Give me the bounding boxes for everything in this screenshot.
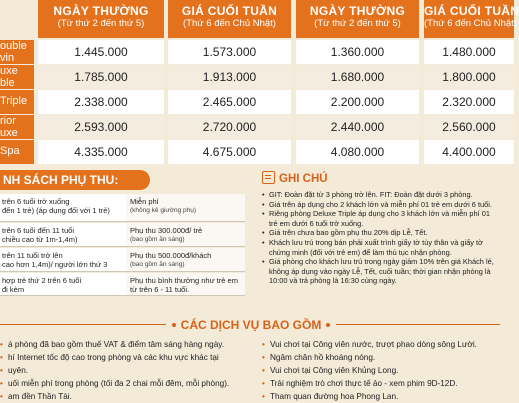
note-item: • Giá trên chưa bao gồm phụ thu 20% dịp Lễ, Tết.	[262, 228, 500, 238]
service-item: • Ngâm chân hồ khoáng nóng.	[262, 351, 500, 364]
price-cell: 2.338.000	[38, 90, 164, 114]
service-item: • Vui chơi tại Công viên nước, trượt phao dòng sông Lười.	[262, 338, 500, 351]
notes-title: GHI CHÚ	[262, 170, 328, 188]
surcharge-condition: trên 11 tuổi trở lên	[2, 251, 63, 260]
price-cell: 4.400.000	[424, 140, 514, 164]
price-cell: 1.913.000	[168, 65, 291, 89]
surcharge-fee: Miễn phí	[130, 197, 159, 206]
room-type-label: ouble vin	[0, 40, 34, 64]
surcharge-row	[0, 273, 245, 296]
note-item: • Khách lưu trú trong bán phải xuất trình giấy tờ tùy thân và giấy tờ chứng minh (đối với trẻ em) để làm thủ tục nhận phòng.	[262, 238, 500, 257]
surcharge-fee-note: (không kê giường phụ)	[130, 207, 197, 214]
price-cell: 2.720.000	[168, 115, 291, 139]
surcharge-row	[0, 223, 245, 247]
service-item: • am đền Thần Tài.	[0, 390, 245, 403]
surcharge-condition: hợp trẻ thứ 2 trên 6 tuổi	[2, 276, 82, 285]
price-table-header	[0, 0, 519, 38]
service-item: • Tham quan đường hoa Phong Lan.	[262, 390, 500, 403]
price-cell: 1.480.000	[424, 40, 514, 64]
surcharge-row	[0, 248, 245, 272]
price-cell: 2.465.000	[168, 90, 291, 114]
price-cell: 1.360.000	[296, 40, 419, 64]
surcharge-fee-note: (bao gồm ăn sáng)	[130, 236, 185, 243]
price-cell: 4.335.000	[38, 140, 164, 164]
price-cell: 1.800.000	[424, 65, 514, 89]
note-item: • Giá phòng cho khách lưu trú trong ngày giảm 10% trên giá Khách lẻ, không áp dụng vào ngày Lễ, Tết, cuối tuần; thời gian nhận phòng là 10:00 và trả phòng là 16:30 cùng ngày.	[262, 257, 500, 286]
column-header-weekday-2: NGÀY THƯỜNG (Từ thứ 2 đến thứ 5)	[296, 0, 419, 38]
price-row	[0, 90, 500, 114]
surcharge-condition-detail: đi kèm	[2, 285, 25, 294]
surcharge-row	[0, 194, 245, 222]
price-cell: 2.560.000	[424, 115, 514, 139]
service-item: • á phòng đã bao gồm thuế VAT & điểm tâm sáng hàng ngày.	[0, 338, 245, 351]
surcharge-fee: Phụ thu 300.000đ/ trẻ	[130, 226, 203, 235]
price-row	[0, 65, 500, 89]
surcharge-table	[0, 194, 245, 296]
price-row	[0, 40, 500, 64]
room-type-label: Spa	[0, 140, 34, 164]
note-icon	[262, 171, 275, 184]
note-item: • GIT: Đoàn đặt từ 3 phòng trở lên. FIT: Đoàn đặt dưới 3 phòng.	[262, 190, 500, 200]
price-cell: 4.675.000	[168, 140, 291, 164]
price-cell: 2.440.000	[296, 115, 419, 139]
price-cell: 1.445.000	[38, 40, 164, 64]
surcharge-fee-note: (bao gồm ăn sáng)	[130, 261, 185, 268]
service-item: • uyên.	[0, 364, 245, 377]
surcharge-fee: Phụ thu 500.000đ/khách	[130, 251, 212, 260]
room-type-label: uxe ble	[0, 65, 34, 89]
column-header-weekend-1: GIÁ CUỐI TUẦN (Thứ 6 đến Chủ Nhật)	[168, 0, 291, 38]
price-row	[0, 115, 500, 139]
column-header-weekend-2: GIÁ CUỐI TUẦN (Thứ 6 đến Chủ Nhật)	[424, 0, 514, 38]
services-list-right	[262, 338, 500, 403]
price-cell: 2.200.000	[296, 90, 419, 114]
surcharge-condition-detail: chiều cao từ 1m-1,4m)	[2, 235, 78, 244]
surcharge-condition-detail: cao hơn 1,4m)/ người lớn thứ 3	[2, 260, 108, 269]
price-table	[0, 0, 519, 160]
surcharge-condition-detail: đến 1 trẻ) (áp dụng đối với 1 trẻ)	[2, 206, 110, 215]
service-item: • uối miễn phí trong phòng (tối đa 2 chai mỗi đêm, mỗi phòng).	[0, 377, 245, 390]
price-cell: 1.680.000	[296, 65, 419, 89]
service-item: • hí Internet tốc độ cao trong phòng và các khu vực khác tại	[0, 351, 245, 364]
service-item: • Trải nghiệm trò chơi thực tế ảo - xem phim 9D-12D.	[262, 377, 500, 390]
price-cell: 2.593.000	[38, 115, 164, 139]
services-list-left	[0, 338, 245, 403]
price-cell: 4.080.000	[296, 140, 419, 164]
notes-list	[262, 190, 500, 286]
service-item: • Vui chơi tại Công viên Khủng Long.	[262, 364, 500, 377]
surcharge-fee-note: từ trên 6 - 11 tuổi.	[130, 285, 190, 294]
surcharge-condition: trên 6 tuổi đến 11 tuổi	[2, 226, 74, 235]
services-title: CÁC DỊCH VỤ BAO GỒM	[166, 314, 336, 336]
price-cell: 1.785.000	[38, 65, 164, 89]
note-item: • Giá trên áp dụng cho 2 khách lớn và miễn phí 01 trẻ em dưới 6 tuổi.	[262, 200, 500, 210]
dot-icon	[326, 323, 330, 327]
room-type-label: rior uxe	[0, 115, 34, 139]
note-item: • Riêng phòng Deluxe Triple áp dụng cho 3 khách lớn và miễn phí 01 trẻ em dưới 6 tuổi trở xuống.	[262, 209, 500, 228]
column-header-weekday-1: NGÀY THƯỜNG (Từ thứ 2 đến thứ 5)	[38, 0, 164, 38]
room-column-header	[0, 0, 34, 38]
price-cell: 2.320.000	[424, 90, 514, 114]
dot-icon	[172, 323, 176, 327]
room-type-label: Triple	[0, 90, 34, 114]
surcharge-fee: Phụ thu bình thường như trẻ em	[130, 276, 238, 285]
price-row	[0, 140, 500, 164]
surcharge-title: NH SÁCH PHỤ THU:	[0, 170, 150, 190]
surcharge-condition: trên 6 tuổi trở xuống	[2, 197, 70, 206]
price-cell: 1.573.000	[168, 40, 291, 64]
